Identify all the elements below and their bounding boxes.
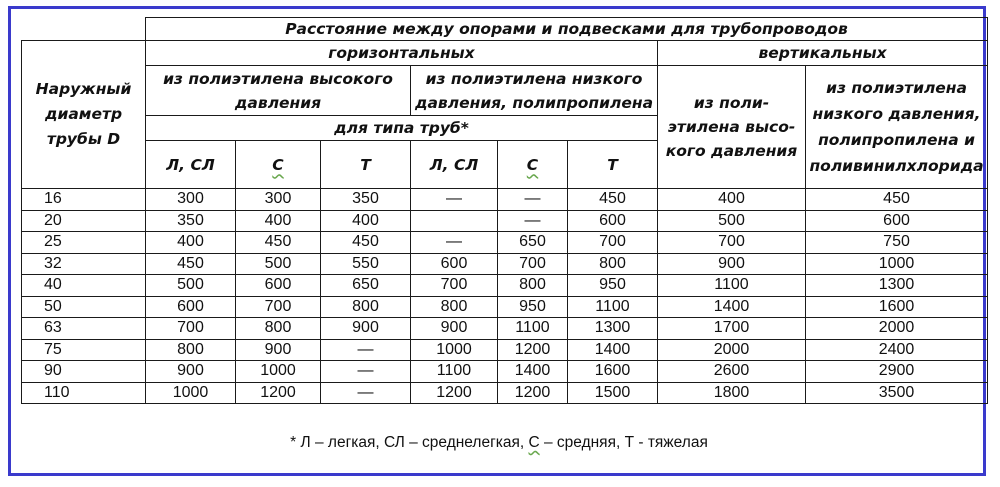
cell-diameter: 25	[22, 232, 146, 254]
cell-ldpe-t: 600	[568, 210, 658, 232]
cell-ldpe-t: 950	[568, 275, 658, 297]
cell-ldpe-l-sl: 700	[411, 275, 498, 297]
cell-hdpe-s: 600	[236, 275, 321, 297]
cell-ldpe-l-sl: 1100	[411, 361, 498, 383]
cell-diameter: 110	[22, 382, 146, 404]
cell-ldpe-l-sl: 900	[411, 318, 498, 340]
cell-ldpe-l-sl: 800	[411, 296, 498, 318]
cell-ldpe-s: 1100	[498, 318, 568, 340]
cell-hdpe-s: 700	[236, 296, 321, 318]
cell-vertical-ldpe-pp-pvc: 1600	[806, 296, 988, 318]
cell-ldpe-t: 700	[568, 232, 658, 254]
cell-ldpe-s: 800	[498, 275, 568, 297]
cell-hdpe-s: 900	[236, 339, 321, 361]
cell-hdpe-s: 450	[236, 232, 321, 254]
cell-hdpe-l-sl: 400	[146, 232, 236, 254]
cell-hdpe-l-sl: 700	[146, 318, 236, 340]
cell-hdpe-l-sl: 800	[146, 339, 236, 361]
table-frame	[8, 6, 986, 476]
cell-diameter: 50	[22, 296, 146, 318]
table-row	[22, 275, 988, 297]
data-rows	[22, 189, 988, 404]
cell-ldpe-l-sl: 600	[411, 253, 498, 275]
cell-vertical-ldpe-pp-pvc: 2400	[806, 339, 988, 361]
cell-vertical-ldpe-pp-pvc: 3500	[806, 382, 988, 404]
cell-ldpe-l-sl: —	[411, 189, 498, 211]
cell-hdpe-t: —	[321, 382, 411, 404]
cell-ldpe-l-sl: —	[411, 232, 498, 254]
cell-vertical-hdpe: 500	[658, 210, 806, 232]
cell-ldpe-t: 1500	[568, 382, 658, 404]
cell-hdpe-t: 350	[321, 189, 411, 211]
cell-hdpe-s: 500	[236, 253, 321, 275]
cell-vertical-hdpe: 1800	[658, 382, 806, 404]
cell-vertical-hdpe: 1100	[658, 275, 806, 297]
material-ldpe-pp-pvc-vertical: из полиэтилена низкого давления, полипропилена и поливинилхлорида	[806, 66, 988, 189]
row-header-label: Наружный диаметр трубы D	[22, 41, 146, 189]
cell-ldpe-s: 1400	[498, 361, 568, 383]
cell-vertical-hdpe: 700	[658, 232, 806, 254]
col-header-s-1: С	[236, 141, 321, 189]
cell-vertical-ldpe-pp-pvc: 2900	[806, 361, 988, 383]
cell-ldpe-s: 1200	[498, 339, 568, 361]
cell-vertical-ldpe-pp-pvc: 450	[806, 189, 988, 211]
cell-ldpe-t: 450	[568, 189, 658, 211]
cell-hdpe-l-sl: 900	[146, 361, 236, 383]
table-row	[22, 296, 988, 318]
cell-hdpe-l-sl: 600	[146, 296, 236, 318]
cell-hdpe-t: 550	[321, 253, 411, 275]
cell-vertical-hdpe: 2600	[658, 361, 806, 383]
table-row	[22, 361, 988, 383]
cell-diameter: 32	[22, 253, 146, 275]
cell-diameter: 63	[22, 318, 146, 340]
cell-hdpe-s: 1000	[236, 361, 321, 383]
cell-ldpe-l-sl: 1200	[411, 382, 498, 404]
footnote-c-letter: С	[528, 434, 540, 451]
cell-hdpe-t: 650	[321, 275, 411, 297]
table-row	[22, 253, 988, 275]
group-horizontal: горизонтальных	[146, 41, 658, 66]
footnote	[11, 434, 987, 452]
cell-hdpe-l-sl: 450	[146, 253, 236, 275]
material-hdpe-vertical: из поли-этилена высо-кого давления	[658, 66, 806, 189]
table-row	[22, 382, 988, 404]
cell-vertical-ldpe-pp-pvc: 1300	[806, 275, 988, 297]
col-header-t-1: Т	[321, 141, 411, 189]
cell-vertical-ldpe-pp-pvc: 600	[806, 210, 988, 232]
footnote-prefix: * Л – легкая, СЛ – среднелегкая,	[290, 434, 529, 451]
cell-ldpe-t: 800	[568, 253, 658, 275]
top-left-blank-cell	[22, 18, 146, 41]
cell-ldpe-t: 1400	[568, 339, 658, 361]
cell-diameter: 75	[22, 339, 146, 361]
cell-hdpe-t: 800	[321, 296, 411, 318]
cell-ldpe-s: —	[498, 189, 568, 211]
cell-ldpe-t: 1300	[568, 318, 658, 340]
col-header-t-2: Т	[568, 141, 658, 189]
col-header-l-sl-1: Л, СЛ	[146, 141, 236, 189]
table-row	[22, 339, 988, 361]
cell-vertical-hdpe: 900	[658, 253, 806, 275]
cell-diameter: 16	[22, 189, 146, 211]
cell-diameter: 40	[22, 275, 146, 297]
cell-ldpe-t: 1600	[568, 361, 658, 383]
cell-hdpe-t: 900	[321, 318, 411, 340]
material-ldpe-pp-horizontal: из полиэтилена низкого давления, полипропилена	[411, 66, 658, 116]
cell-hdpe-l-sl: 350	[146, 210, 236, 232]
table-row	[22, 232, 988, 254]
cell-hdpe-l-sl: 1000	[146, 382, 236, 404]
cell-hdpe-t: 400	[321, 210, 411, 232]
cell-hdpe-s: 1200	[236, 382, 321, 404]
cell-vertical-ldpe-pp-pvc: 2000	[806, 318, 988, 340]
cell-vertical-ldpe-pp-pvc: 1000	[806, 253, 988, 275]
group-vertical: вертикальных	[658, 41, 988, 66]
col-header-s-2: С	[498, 141, 568, 189]
cell-diameter: 90	[22, 361, 146, 383]
cell-hdpe-t: 450	[321, 232, 411, 254]
cell-ldpe-t: 1100	[568, 296, 658, 318]
cell-vertical-hdpe: 400	[658, 189, 806, 211]
table-row	[22, 318, 988, 340]
cell-ldpe-s: 950	[498, 296, 568, 318]
cell-hdpe-t: —	[321, 361, 411, 383]
cell-ldpe-s: 1200	[498, 382, 568, 404]
material-hdpe-horizontal: из полиэтилена высокого давления	[146, 66, 411, 116]
cell-hdpe-s: 400	[236, 210, 321, 232]
cell-vertical-ldpe-pp-pvc: 750	[806, 232, 988, 254]
cell-ldpe-s: 700	[498, 253, 568, 275]
cell-vertical-hdpe: 2000	[658, 339, 806, 361]
cell-ldpe-l-sl: 1000	[411, 339, 498, 361]
cell-hdpe-s: 800	[236, 318, 321, 340]
cell-diameter: 20	[22, 210, 146, 232]
cell-ldpe-s: 650	[498, 232, 568, 254]
cell-ldpe-l-sl	[411, 210, 498, 232]
table-row	[22, 210, 988, 232]
table-row	[22, 189, 988, 211]
col-header-l-sl-2: Л, СЛ	[411, 141, 498, 189]
table-title: Расстояние между опорами и подвесками для трубопроводов	[146, 18, 988, 41]
cell-hdpe-s: 300	[236, 189, 321, 211]
pipe-type-label: для типа труб*	[146, 116, 658, 141]
support-spacing-table	[21, 17, 988, 404]
cell-vertical-hdpe: 1400	[658, 296, 806, 318]
cell-hdpe-l-sl: 500	[146, 275, 236, 297]
cell-vertical-hdpe: 1700	[658, 318, 806, 340]
cell-hdpe-l-sl: 300	[146, 189, 236, 211]
footnote-suffix: – средняя, Т - тяжелая	[539, 434, 708, 451]
cell-hdpe-t: —	[321, 339, 411, 361]
cell-ldpe-s: —	[498, 210, 568, 232]
